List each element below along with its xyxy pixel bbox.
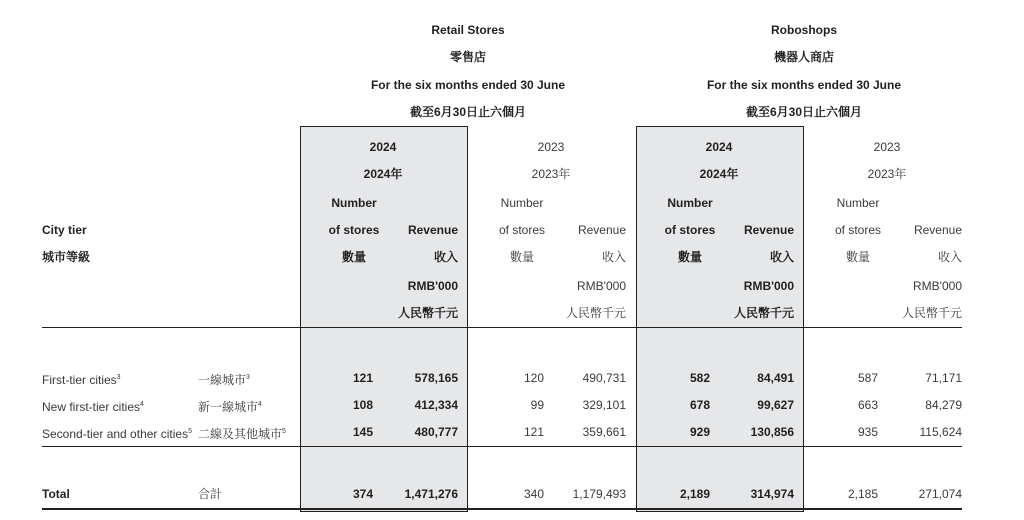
col-revenue-robo-2023-zh: 收入 <box>937 250 962 264</box>
total-row-cell-retail-2023-stores: 340 <box>523 487 544 501</box>
table-row-3-cell-robo-2023-stores: 935 <box>857 425 878 439</box>
col-stores-retail-2024-zh: 數量 <box>341 250 366 264</box>
table-row-2-cell-robo-2023-revenue: 84,279 <box>925 398 962 412</box>
col-stores-retail-2024: Number <box>331 196 377 210</box>
total-label-zh: 合計 <box>198 487 223 501</box>
col-stores-retail-2023: Number <box>500 196 544 210</box>
col-unit-robo-2024: RMB'000 <box>743 279 794 293</box>
table-row-2-cell-retail-2024-stores: 108 <box>352 398 373 412</box>
col-revenue-robo-2023: Revenue <box>913 223 962 237</box>
col-revenue-robo-2024-zh: 收入 <box>769 250 794 264</box>
total-rule <box>42 508 962 510</box>
city-tier-header-zh: 城市等級 <box>42 250 91 264</box>
table-row-1-cell-robo-2024-revenue: 84,491 <box>757 371 794 385</box>
col-revenue-retail-2024: Revenue <box>407 223 458 237</box>
row-label-en: New first-tier cities$^4$ <box>42 400 144 414</box>
group-roboshops-title: Roboshops <box>771 23 837 37</box>
year-roboshops-2023: 2023 <box>873 140 901 154</box>
col-revenue-retail-2024-zh: 收入 <box>433 250 458 264</box>
col-stores-robo-2023-l2: of stores <box>834 223 882 237</box>
row-label-zh: 一線城市$^3$ <box>198 373 250 387</box>
table-row-1-cell-retail-2024-stores: 121 <box>352 371 373 385</box>
group-retail-period-zh: 截至6月30日止六個月 <box>409 105 527 119</box>
table-row-3-cell-retail-2023-revenue: 359,661 <box>582 425 626 439</box>
row-label-en: Second-tier and other cities$^5$ <box>42 427 192 441</box>
year-retail-2023-zh: 2023年 <box>531 167 571 181</box>
table-row-1-cell-retail-2024-revenue: 578,165 <box>414 371 458 385</box>
col-unit-robo-2024-zh: 人民幣千元 <box>733 306 794 320</box>
group-retail-title-zh: 零售店 <box>449 50 486 64</box>
table-row-2-cell-retail-2023-revenue: 329,101 <box>582 398 626 412</box>
group-retail-period: For the six months ended 30 June <box>370 78 566 92</box>
col-stores-retail-2023-zh: 數量 <box>509 250 534 264</box>
table-row-2-cell-robo-2023-stores: 663 <box>857 398 878 412</box>
year-roboshops-2024: 2024 <box>705 140 733 154</box>
row-label-zh: 二線及其他城市$^5$ <box>198 427 286 441</box>
col-stores-robo-2024: Number <box>667 196 713 210</box>
total-row-cell-robo-2024-revenue: 314,974 <box>750 487 794 501</box>
year-retail-2023: 2023 <box>537 140 565 154</box>
col-stores-robo-2024-l2: of stores <box>664 223 716 237</box>
table-row-1-cell-robo-2023-revenue: 71,171 <box>925 371 962 385</box>
col-unit-retail-2024-zh: 人民幣千元 <box>397 306 458 320</box>
col-unit-retail-2023-zh: 人民幣千元 <box>565 306 626 320</box>
total-row-cell-retail-2024-revenue: 1,471,276 <box>404 487 458 501</box>
col-unit-robo-2023: RMB'000 <box>913 279 962 293</box>
year-retail-2024-zh: 2024年 <box>363 167 403 181</box>
subtotal-rule <box>42 446 962 447</box>
table-row-2-cell-robo-2024-revenue: 99,627 <box>757 398 794 412</box>
table-row-1-cell-retail-2023-stores: 120 <box>523 371 544 385</box>
col-stores-retail-2024-l2: of stores <box>328 223 380 237</box>
col-revenue-retail-2023-zh: 收入 <box>601 250 626 264</box>
group-roboshops-title-zh: 機器人商店 <box>773 50 834 64</box>
total-row-cell-robo-2023-stores: 2,185 <box>847 487 878 501</box>
col-stores-retail-2023-l2: of stores <box>498 223 546 237</box>
total-row-cell-retail-2023-revenue: 1,179,493 <box>572 487 626 501</box>
table-row-3-cell-retail-2023-stores: 121 <box>523 425 544 439</box>
city-tier-header: City tier <box>42 223 87 237</box>
col-stores-robo-2024-zh: 數量 <box>677 250 702 264</box>
table-row-3-cell-retail-2024-revenue: 480,777 <box>414 425 458 439</box>
group-retail-title: Retail Stores <box>431 23 505 37</box>
table-row-1-cell-retail-2023-revenue: 490,731 <box>582 371 626 385</box>
table-row-1-cell-robo-2023-stores: 587 <box>857 371 878 385</box>
col-unit-retail-2023: RMB'000 <box>577 279 626 293</box>
col-stores-robo-2023-zh: 數量 <box>845 250 870 264</box>
total-label-en: Total <box>42 487 70 501</box>
row-label-zh: 新一線城市$^4$ <box>198 400 262 414</box>
table-row-1-cell-robo-2024-stores: 582 <box>689 371 710 385</box>
table-row-3-cell-retail-2024-stores: 145 <box>352 425 373 439</box>
row-label-en: First-tier cities$^3$ <box>42 373 121 387</box>
total-row-cell-robo-2024-stores: 2,189 <box>679 487 710 501</box>
col-revenue-retail-2023: Revenue <box>577 223 626 237</box>
total-row-cell-retail-2024-stores: 374 <box>352 487 373 501</box>
table-row-3-cell-robo-2024-revenue: 130,856 <box>750 425 794 439</box>
table-row-2-cell-retail-2023-stores: 99 <box>530 398 544 412</box>
header-rule <box>42 327 962 328</box>
total-row-cell-robo-2023-revenue: 271,074 <box>918 487 962 501</box>
group-roboshops-period: For the six months ended 30 June <box>706 78 902 92</box>
table-row-3-cell-robo-2023-revenue: 115,624 <box>919 425 962 439</box>
col-stores-robo-2023: Number <box>836 196 880 210</box>
table-row-3-cell-robo-2024-stores: 929 <box>689 425 710 439</box>
year-roboshops-2023-zh: 2023年 <box>867 167 907 181</box>
col-revenue-robo-2024: Revenue <box>743 223 794 237</box>
table-row-2-cell-robo-2024-stores: 678 <box>689 398 710 412</box>
col-unit-retail-2024: RMB'000 <box>407 279 458 293</box>
year-retail-2024: 2024 <box>369 140 397 154</box>
col-unit-robo-2023-zh: 人民幣千元 <box>901 306 962 320</box>
group-roboshops-period-zh: 截至6月30日止六個月 <box>745 105 863 119</box>
table-row-2-cell-retail-2024-revenue: 412,334 <box>414 398 458 412</box>
year-roboshops-2024-zh: 2024年 <box>699 167 739 181</box>
